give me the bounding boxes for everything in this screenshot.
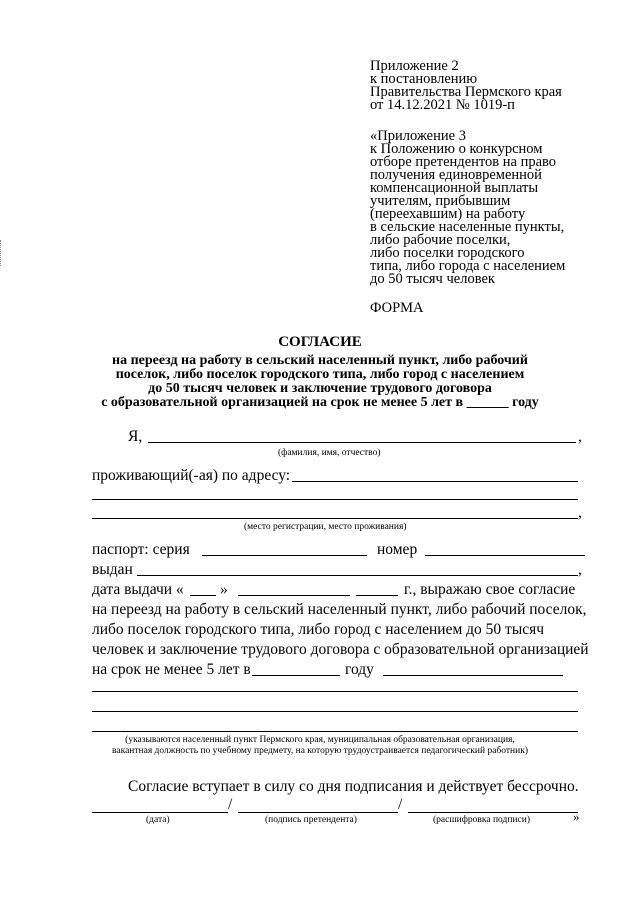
- appendix-3-line: (переехавшим) на работу: [370, 206, 526, 222]
- address-line-1[interactable]: [292, 481, 578, 482]
- slash: /: [398, 796, 403, 813]
- appendix-3-line: либо поселки городского: [370, 245, 525, 261]
- date-caption: (дата): [146, 815, 170, 825]
- details-line-1[interactable]: [92, 691, 578, 692]
- passport-number-label: номер: [377, 541, 418, 558]
- appendix-3-line: до 50 тысяч человек: [370, 271, 495, 287]
- decode-caption: (расшифровка подписи): [433, 815, 530, 825]
- term-detail-line[interactable]: [383, 675, 563, 676]
- fio-line[interactable]: [148, 442, 576, 443]
- subtitle-line: на переезд на работу в сельский населенный пункт, либо рабочий: [112, 353, 528, 368]
- effective-statement: Согласие вступает в силу со дня подписания и действует бессрочно.: [128, 778, 579, 795]
- appendix-3-line: в сельские населенные пункты,: [370, 219, 565, 235]
- appendix-3-line: типа, либо города с населением: [370, 258, 566, 274]
- appendix-3-line: отборе претендентов на право: [370, 154, 557, 170]
- quote-close: »: [220, 581, 228, 598]
- appendix-3-line: к Положению о конкурсном: [370, 141, 543, 157]
- appendix-3-line: компенсационной выплаты: [370, 180, 539, 196]
- document-title: СОГЛАСИЕ: [278, 334, 362, 350]
- comma: ,: [578, 561, 582, 578]
- paragraph-line: человек и заключение трудового договора с образовательной организацией: [92, 641, 589, 658]
- passport-number-line[interactable]: [425, 555, 585, 556]
- issued-line[interactable]: [137, 575, 578, 576]
- issue-month-line[interactable]: [238, 595, 350, 596]
- details-line-2[interactable]: [92, 711, 578, 712]
- slash: /: [228, 796, 233, 813]
- appendix-3-line: получения единовременной: [370, 167, 542, 183]
- details-line-3[interactable]: [92, 731, 578, 732]
- appendix-3-line: учителям, прибывшим: [370, 193, 511, 209]
- issue-date-label: дата выдачи «: [92, 581, 184, 598]
- year-word: году: [345, 661, 374, 678]
- signature-caption: (подпись претендента): [265, 815, 357, 825]
- subtitle-line: с образовательной организацией на срок не менее 5 лет в ______ году: [101, 395, 539, 410]
- address-line-3[interactable]: [92, 518, 578, 519]
- appendix-3-line: «Приложение 3: [370, 128, 466, 144]
- issue-day-line[interactable]: [190, 595, 216, 596]
- issue-year-line[interactable]: [356, 595, 398, 596]
- appendix-2-line: к постановлению: [370, 71, 478, 87]
- subtitle-line: до 50 тысяч человек и заключение трудового договора: [148, 381, 492, 396]
- appendix-3-line: либо рабочие поселки,: [370, 232, 511, 248]
- ya-label: Я,: [128, 428, 143, 445]
- consent-start: г., выражаю свое согласие: [404, 581, 576, 598]
- appendix-2-line: Приложение 2: [370, 58, 459, 74]
- passport-series-label: паспорт: серия: [92, 541, 190, 558]
- closing-quote: »: [573, 809, 580, 824]
- decode-line[interactable]: [408, 812, 578, 813]
- appendix-2-line: Правительства Пермского края: [370, 84, 562, 100]
- comma: ,: [578, 428, 582, 445]
- comma: ,: [578, 504, 582, 521]
- form-label: ФОРМА: [370, 300, 424, 316]
- fio-caption: (фамилия, имя, отчество): [278, 448, 381, 458]
- appendix-2-line: от 14.12.2021 № 1019-п: [370, 97, 515, 113]
- paragraph-line: на переезд на работу в сельский населенный пункт, либо рабочий поселок,: [92, 601, 587, 618]
- subtitle-line: поселок, либо поселок городского типа, либо город с населением: [115, 367, 525, 382]
- date-line[interactable]: [92, 812, 228, 813]
- address-caption: (место регистрации, место проживания): [244, 522, 407, 532]
- paragraph-line: либо поселок городского типа, либо город с населением до 50 тысяч: [92, 621, 545, 638]
- term-year-line[interactable]: [252, 675, 340, 676]
- signature-line[interactable]: [238, 812, 398, 813]
- details-caption-1: (указываются населенный пункт Пермского края, муниципальная образовательная организация,: [125, 735, 515, 745]
- address-label: проживающий(-ая) по адресу:: [92, 467, 291, 484]
- details-caption-2: вакантная должность по учебному предмету, на которую трудоустраивается педагогический работник): [112, 746, 528, 756]
- issued-label: выдан: [92, 561, 133, 578]
- scan-edge-mark: [0, 240, 4, 266]
- address-line-2[interactable]: [92, 499, 578, 500]
- passport-series-line[interactable]: [202, 555, 367, 556]
- term-label: на срок не менее 5 лет в: [92, 661, 251, 678]
